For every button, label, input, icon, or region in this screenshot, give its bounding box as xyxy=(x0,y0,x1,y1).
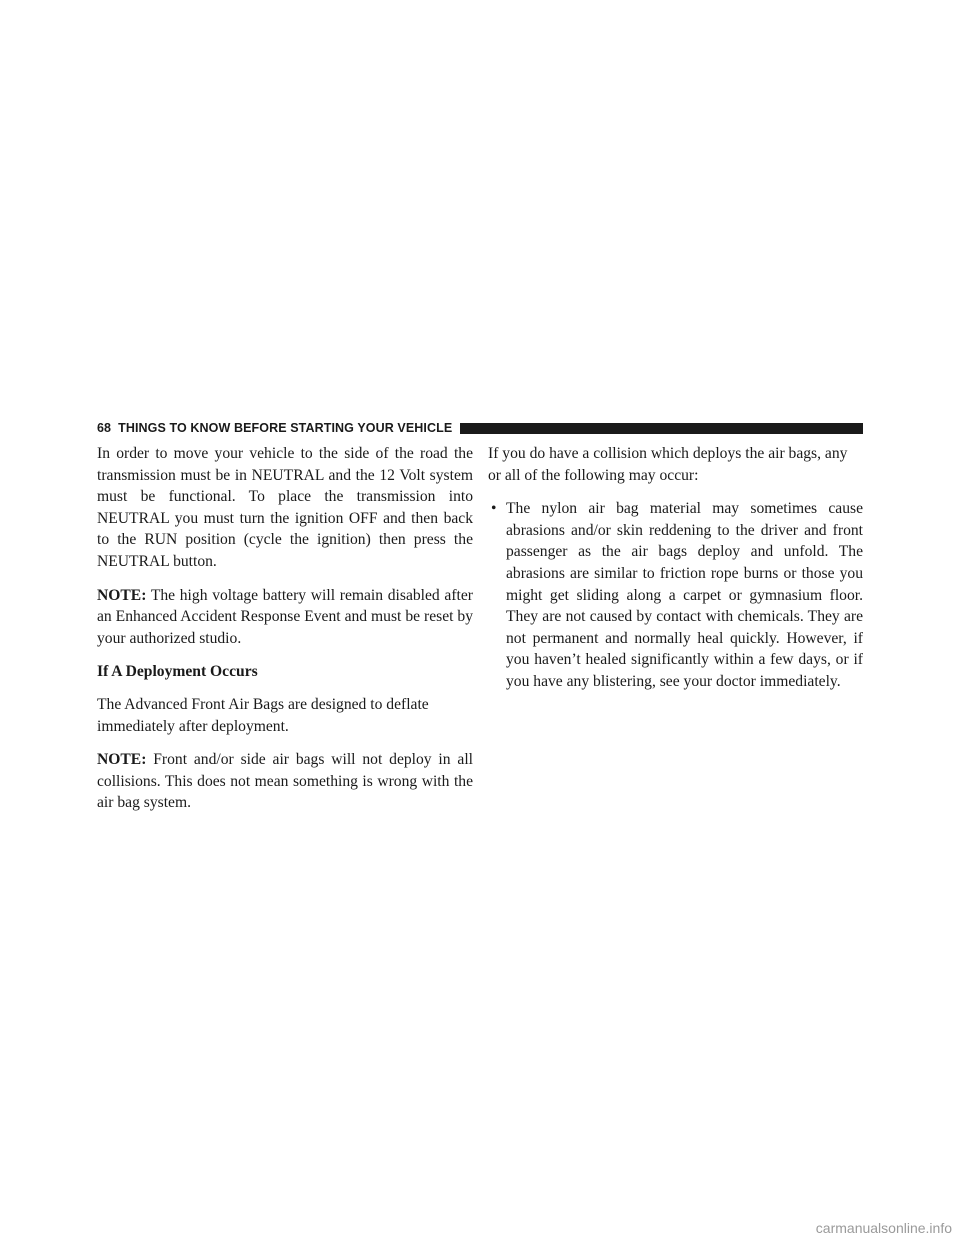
list-item-text: The nylon air bag material may sometimes cause abrasions and/or skin reddening to the driver and front passenger as the air bags deploy and unfold. The abrasions are similar to friction rope burns or those you might get sliding along a carpet or gymnasium floor. They are not caused by contact with chemicals. They are not permanent and normally heal quickly. However, if you haven’t healed significantly within a few days, or if you have any blistering, see your doctor immediately. xyxy=(506,500,863,690)
note-paragraph-deploy xyxy=(97,749,473,814)
list-item xyxy=(488,498,863,692)
note-text: The high voltage battery will remain disabled after an Enhanced Accident Response Event and must be reset by your authorized studio. xyxy=(97,586,473,647)
page-header xyxy=(97,418,863,438)
collision-intro-paragraph: If you do have a collision which deploys the air bags, any or all of the following may occur: xyxy=(488,445,848,484)
page-number: 68 xyxy=(97,421,112,435)
note-text: Front and/or side air bags will not deploy in all collisions. This does not mean something is wrong with the air bag system. xyxy=(97,751,473,812)
left-column xyxy=(97,443,473,826)
deflate-paragraph: The Advanced Front Air Bags are designed to deflate immediately after deployment. xyxy=(97,695,429,735)
watermark: carmanualsonline.info xyxy=(815,1220,952,1236)
right-column xyxy=(488,443,863,693)
bullet-icon: • xyxy=(491,500,497,518)
note-label: NOTE: xyxy=(97,586,147,604)
note-label: NOTE: xyxy=(97,751,147,769)
note-paragraph-battery xyxy=(97,585,473,650)
section-title: THINGS TO KNOW BEFORE STARTING YOUR VEHICLE xyxy=(118,421,453,435)
effects-list xyxy=(488,498,863,692)
neutral-instructions-paragraph: In order to move your vehicle to the side of the road the transmission must be in NEUTRAL and the 12 Volt system must be functional. To place the transmission into NEUTRAL you must turn the ignition OFF and then back to the RUN position (cycle the ignition) then press the NEUTRAL button. xyxy=(97,445,473,570)
section-heading: If A Deployment Occurs xyxy=(97,663,258,681)
header-rule xyxy=(460,423,863,434)
